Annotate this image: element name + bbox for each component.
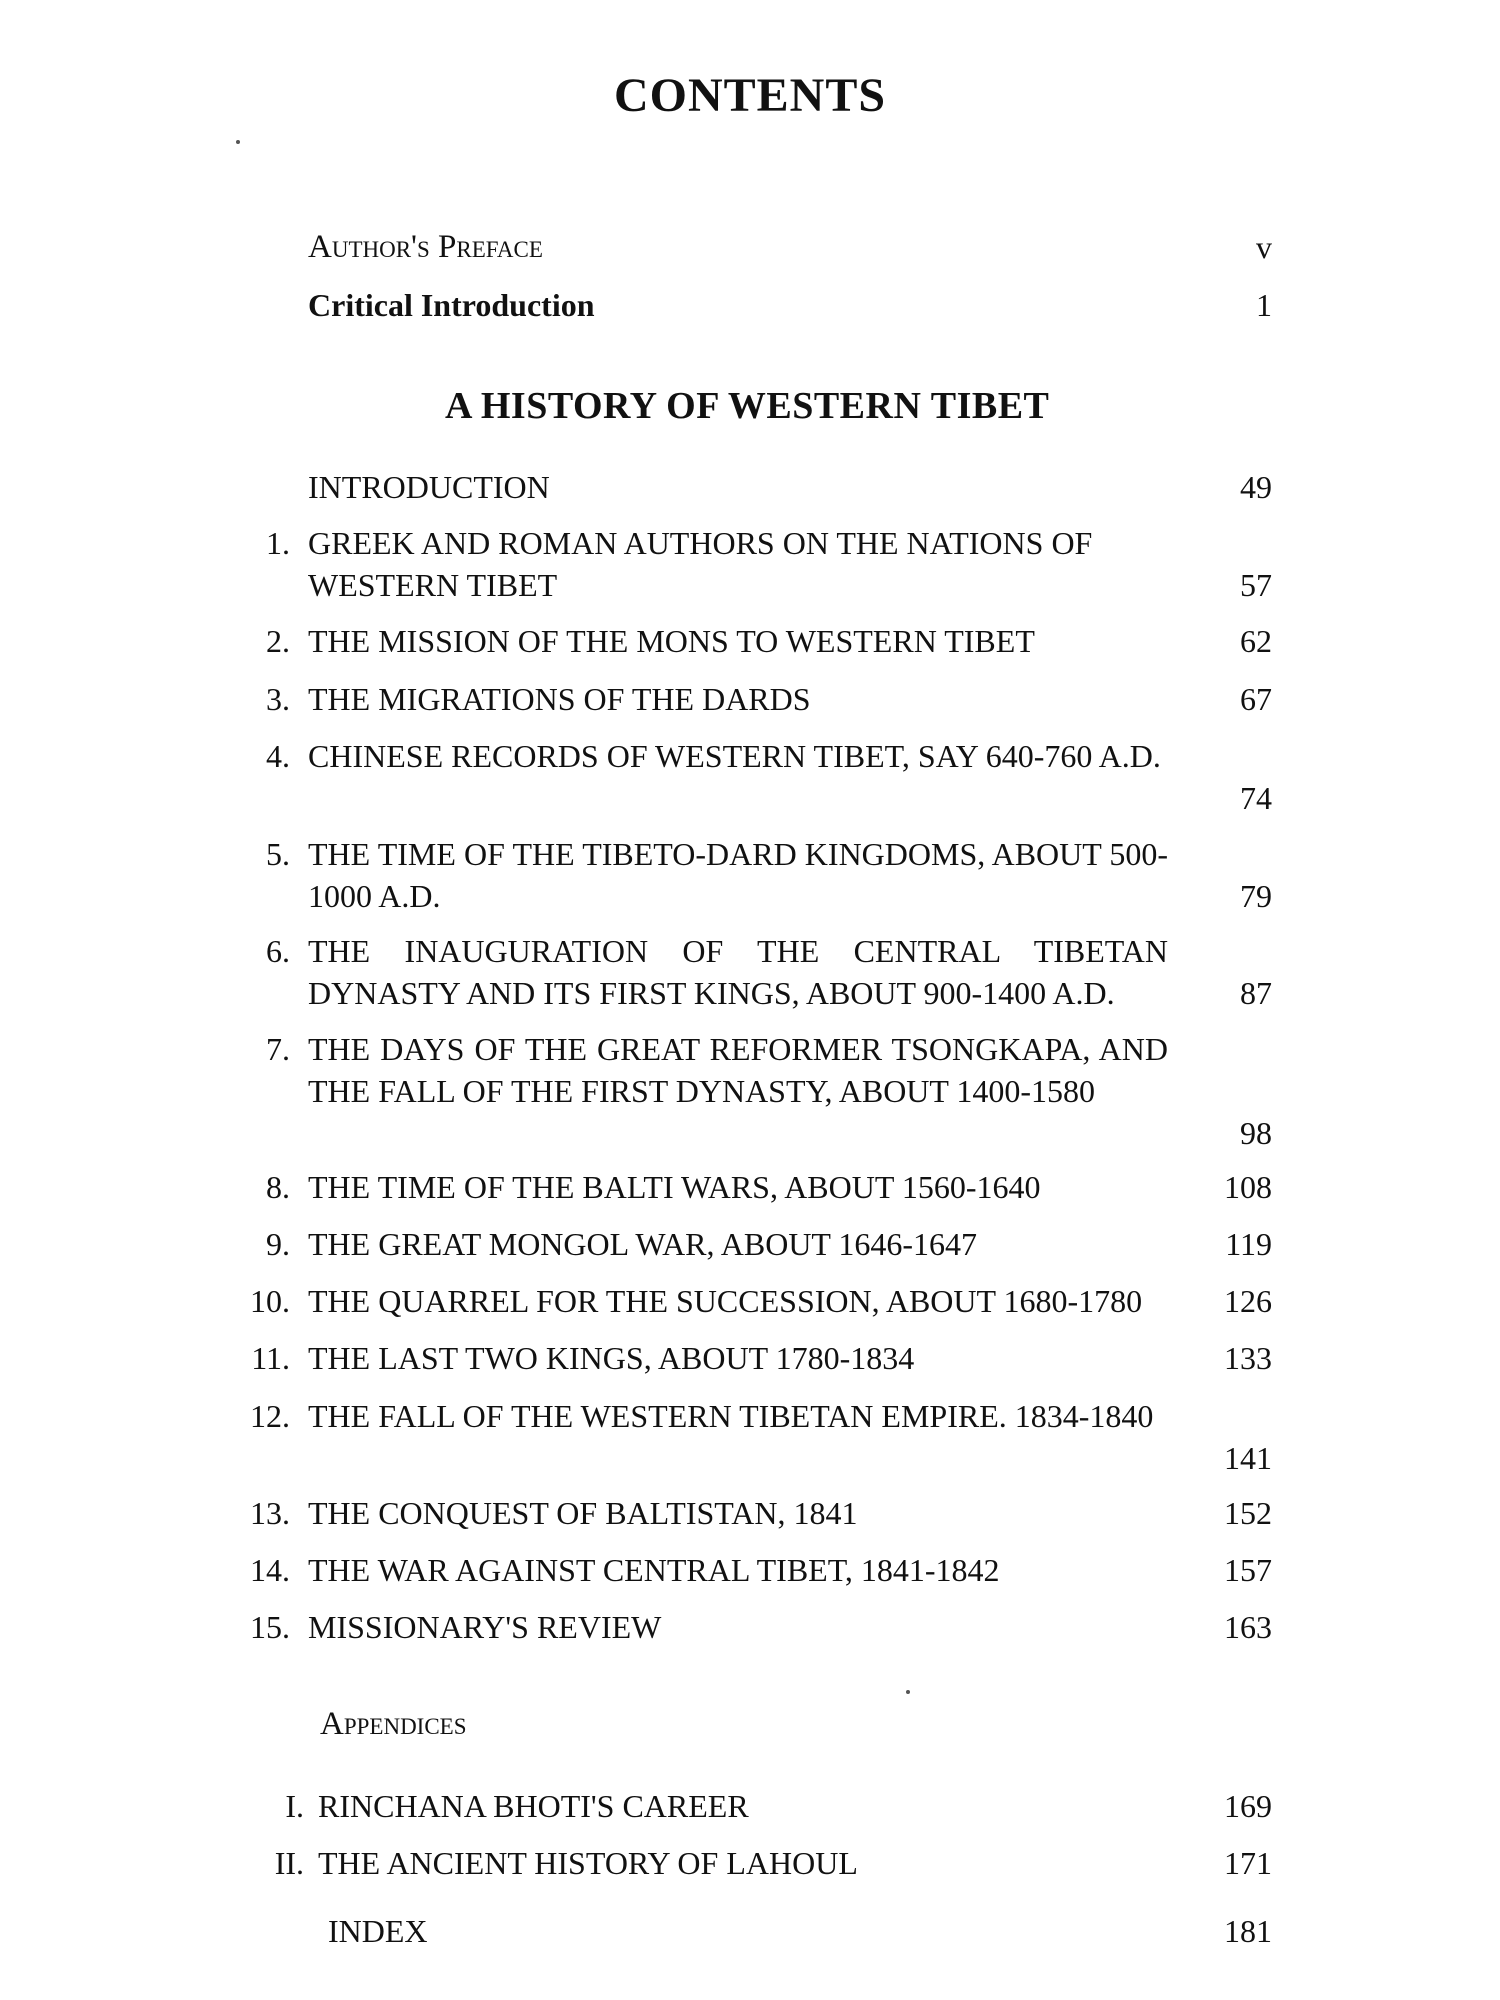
toc-chapter [0, 1028, 1500, 1154]
toc-entry-page: 1 [1256, 287, 1272, 323]
chapter-number: 7. [266, 1031, 290, 1067]
toc-chapter [0, 1223, 1500, 1265]
chapter-title: THE MISSION OF THE MONS TO WESTERN TIBET [308, 623, 1035, 659]
toc-entry-index [0, 1910, 1500, 1952]
appendix-number: I. [285, 1788, 304, 1824]
toc-entry-introduction [0, 466, 1500, 508]
toc-entry-critical-introduction [0, 284, 1500, 326]
chapter-title: THE TIME OF THE TIBETO-DARD KINGDOMS, ABOUT 500-1000 A.D. [308, 836, 1168, 914]
chapter-title: THE MIGRATIONS OF THE DARDS [308, 681, 811, 717]
chapter-page: 74 [1240, 780, 1272, 816]
chapter-number: 4. [266, 738, 290, 774]
section-heading: A HISTORY OF WESTERN TIBET [445, 385, 1050, 427]
chapter-page: 119 [1225, 1226, 1272, 1262]
toc-chapter [0, 1395, 1500, 1479]
chapter-number: 12. [250, 1398, 290, 1434]
appendix-number: II. [274, 1845, 304, 1881]
toc-chapter [0, 1606, 1500, 1648]
chapter-number: 14. [250, 1552, 290, 1588]
toc-chapter [0, 678, 1500, 720]
chapter-title: THE FALL OF THE WESTERN TIBETAN EMPIRE. 1834-1840 [308, 1398, 1154, 1434]
appendix-title: THE ANCIENT HISTORY OF LAHOUL [318, 1845, 858, 1881]
chapter-number: 9. [266, 1226, 290, 1262]
chapter-page: 133 [1224, 1340, 1272, 1376]
toc-appendix [0, 1842, 1500, 1884]
chapter-number: 6. [266, 933, 290, 969]
chapter-number: 5. [266, 836, 290, 872]
toc-chapter [0, 930, 1500, 1014]
chapter-title: THE LAST TWO KINGS, ABOUT 1780-1834 [308, 1340, 915, 1376]
chapter-page: 126 [1224, 1283, 1272, 1319]
toc-appendix [0, 1785, 1500, 1827]
appendix-page: 171 [1224, 1845, 1272, 1881]
chapter-page: 163 [1224, 1609, 1272, 1645]
chapter-title: THE TIME OF THE BALTI WARS, ABOUT 1560-1640 [308, 1169, 1041, 1205]
chapter-page: 108 [1224, 1169, 1272, 1205]
chapter-title: THE INAUGURATION OF THE CENTRAL TIBETAN DYNASTY AND ITS FIRST KINGS, ABOUT 900-1400 A.D. [308, 933, 1168, 1011]
chapter-title: THE DAYS OF THE GREAT REFORMER TSONGKAPA, AND THE FALL OF THE FIRST DYNASTY, ABOUT 1400-1580 [308, 1031, 1168, 1109]
chapter-title: THE GREAT MONGOL WAR, ABOUT 1646-1647 [308, 1226, 978, 1262]
appendix-page: 169 [1224, 1788, 1272, 1824]
chapter-number: 13. [250, 1495, 290, 1531]
chapter-number: 15. [250, 1609, 290, 1645]
chapter-page: 87 [1240, 975, 1272, 1011]
chapter-page: 79 [1240, 878, 1272, 914]
appendix-title: RINCHANA BHOTI'S CAREER [318, 1788, 749, 1824]
appendices-heading: Appendices [320, 1706, 467, 1742]
toc-entry-page: v [1256, 229, 1272, 265]
chapter-page: 157 [1224, 1552, 1272, 1588]
toc-chapter [0, 833, 1500, 917]
chapter-number: 8. [266, 1169, 290, 1205]
chapter-title: THE QUARREL FOR THE SUCCESSION, ABOUT 1680-1780 [308, 1283, 1143, 1319]
scan-speck [906, 1690, 910, 1694]
toc-chapter [0, 735, 1500, 819]
chapter-number: 11. [251, 1340, 290, 1376]
toc-chapter [0, 1166, 1500, 1208]
chapter-title: THE WAR AGAINST CENTRAL TIBET, 1841-1842 [308, 1552, 1000, 1588]
toc-entry-title: Author's Preface [308, 229, 543, 265]
toc-chapter [0, 1337, 1500, 1379]
toc-entry-title: Critical Introduction [308, 287, 595, 323]
chapter-number: 3. [266, 681, 290, 717]
chapter-number: 10. [250, 1283, 290, 1319]
toc-chapter [0, 1549, 1500, 1591]
chapter-title: THE CONQUEST OF BALTISTAN, 1841 [308, 1495, 858, 1531]
chapter-page: 141 [1224, 1440, 1272, 1476]
chapter-page: 57 [1240, 567, 1272, 603]
toc-chapter [0, 1280, 1500, 1322]
chapter-title: GREEK AND ROMAN AUTHORS ON THE NATIONS OF WESTERN TIBET [308, 525, 1093, 603]
chapter-title: CHINESE RECORDS OF WESTERN TIBET, SAY 640-760 A.D. [308, 738, 1161, 774]
toc-chapter [0, 1492, 1500, 1534]
index-title: INDEX [328, 1913, 428, 1949]
chapter-number: 1. [266, 525, 290, 561]
chapter-page: 67 [1240, 681, 1272, 717]
chapter-page: 62 [1240, 623, 1272, 659]
toc-entry-title: INTRODUCTION [308, 469, 550, 505]
chapter-page: 98 [1240, 1115, 1272, 1151]
chapter-number: 2. [266, 623, 290, 659]
index-page: 181 [1224, 1913, 1272, 1949]
page-title: CONTENTS [613, 69, 887, 122]
toc-entry-preface [0, 226, 1500, 268]
scan-speck [236, 140, 240, 144]
toc-chapter [0, 522, 1500, 606]
toc-chapter [0, 620, 1500, 662]
chapter-title: MISSIONARY'S REVIEW [308, 1609, 662, 1645]
toc-entry-page: 49 [1240, 469, 1272, 505]
chapter-page: 152 [1224, 1495, 1272, 1531]
